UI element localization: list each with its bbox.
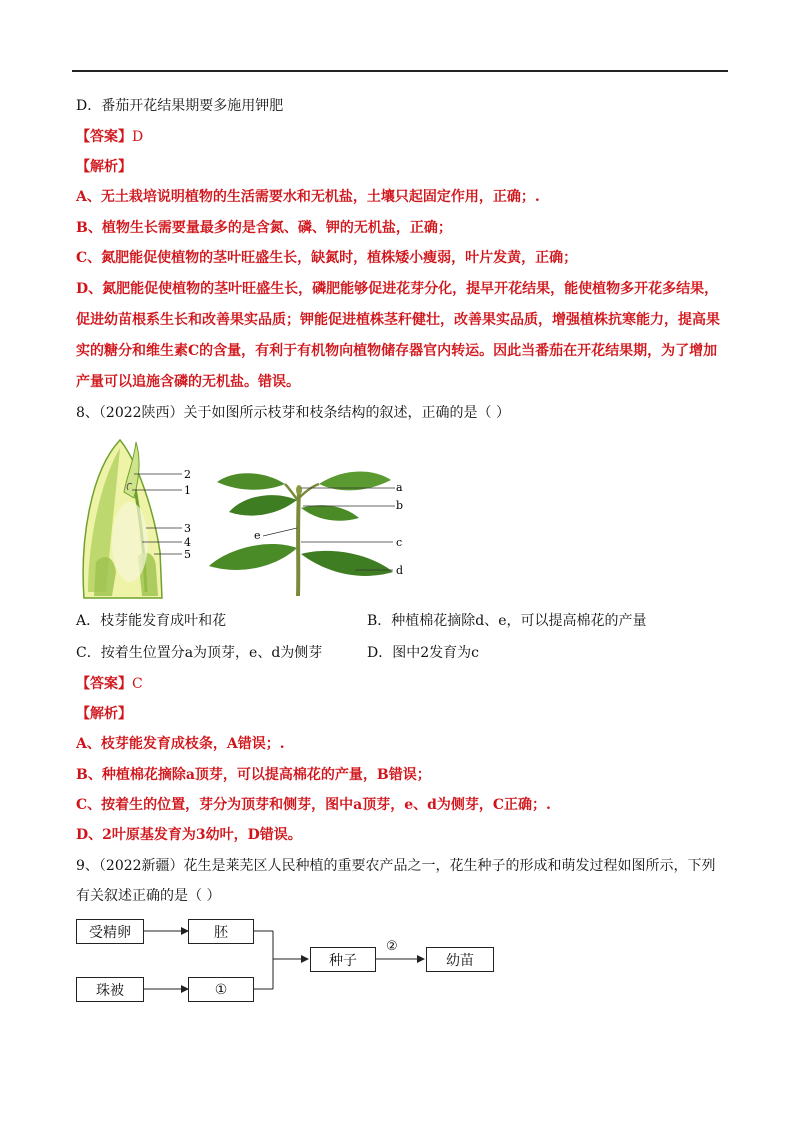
q7-analysis-d2: 促进幼苗根系生长和改善果实品质；钾能促进植株茎秆健壮，改善果实品质，增强植株抗寒能力，提高果 xyxy=(76,312,720,328)
q8-analysis-b: B、种植棉花摘除a顶芽，可以提高棉花的产量，B错误； xyxy=(76,767,431,783)
twig-label-b: b xyxy=(396,499,404,512)
answer-value: D xyxy=(132,129,144,145)
q7-analysis-b: B、植物生长需要量最多的是含氮、磷、钾的无机盐，正确； xyxy=(76,220,452,236)
q8-analysis-label: 【解析】 xyxy=(76,706,132,722)
q7-analysis-a: A、无土栽培说明植物的生活需要水和无机盐，土壤只起固定作用，正确；. xyxy=(76,189,540,205)
q8-option-c: C．按着生位置分a为顶芽，e、d为侧芽 xyxy=(76,645,323,661)
q7-answer xyxy=(76,128,143,146)
flow-box-embryo: 胚 xyxy=(188,919,254,944)
q7-analysis-c: C、氮肥能促使植物的茎叶旺盛生长，缺氮时，植株矮小瘦弱，叶片发黄，正确； xyxy=(76,250,578,266)
twig-figure xyxy=(203,462,408,597)
q7-analysis-d3: 实的糖分和维生素C的含量，有利于有机物向植物储存器官内转运。因此当番茄在开花结果期，为了增加 xyxy=(76,343,718,359)
q8-option-b: B．种植棉花摘除d、e，可以提高棉花的产量 xyxy=(367,613,647,629)
flow-box-fertilized-egg: 受精卵 xyxy=(76,919,144,944)
q8-option-a: A．枝芽能发育成叶和花 xyxy=(76,613,227,629)
q9-stem-line2: 有关叙述正确的是（ ） xyxy=(76,888,221,904)
q8-analysis-d: D、2叶原基发育为3幼叶，D错误。 xyxy=(76,827,302,843)
q7-analysis-label: 【解析】 xyxy=(76,159,132,175)
q8-answer xyxy=(76,675,143,693)
answer-label: 【答案】 xyxy=(76,129,132,145)
flow-box-mark1: ① xyxy=(188,977,254,1002)
flow-mark2: ② xyxy=(386,939,398,954)
answer-value: C xyxy=(132,676,143,692)
twig-label-a: a xyxy=(396,481,403,494)
twig-label-d: d xyxy=(396,564,404,577)
q9-stem-line1: 9、（2022新疆）花生是莱芜区人民种植的重要农产品之一，花生种子的形成和萌发过程如图所示，下列 xyxy=(76,858,716,874)
q8-analysis-c: C、按着生的位置，芽分为顶芽和侧芽，图中a顶芽，e、d为侧芽，C正确；. xyxy=(76,797,551,813)
q7-analysis-d4: 产量可以追施含磷的无机盐。错误。 xyxy=(76,374,300,390)
q8-analysis-a: A、枝芽能发育成枝条，A错误；. xyxy=(76,736,285,752)
header-rule xyxy=(72,70,728,72)
twig-label-e: e xyxy=(254,529,261,542)
flow-box-seed: 种子 xyxy=(310,947,376,972)
bud-section-figure xyxy=(76,432,202,600)
twig-label-c: c xyxy=(396,536,403,549)
answer-label: 【答案】 xyxy=(76,676,132,692)
bud-label-1: 1 xyxy=(184,484,191,497)
q8-option-d: D．图中2发育为c xyxy=(367,645,479,661)
bud-label-5: 5 xyxy=(184,548,191,561)
q8-stem: 8、（2022陕西）关于如图所示枝芽和枝条结构的叙述，正确的是（ ） xyxy=(76,405,510,421)
flow-box-integument: 珠被 xyxy=(76,977,144,1002)
bud-label-3: 3 xyxy=(184,522,191,535)
bud-label-4: 4 xyxy=(184,536,191,549)
q7-analysis-d1: D、氮肥能促使植物的茎叶旺盛生长，磷肥能够促进花芽分化，提早开花结果，能使植物多开花多结果， xyxy=(76,281,719,297)
flow-box-seedling: 幼苗 xyxy=(426,947,494,972)
bud-label-2: 2 xyxy=(184,468,191,481)
q7-option-d: D．番茄开花结果期要多施用钾肥 xyxy=(76,98,284,114)
